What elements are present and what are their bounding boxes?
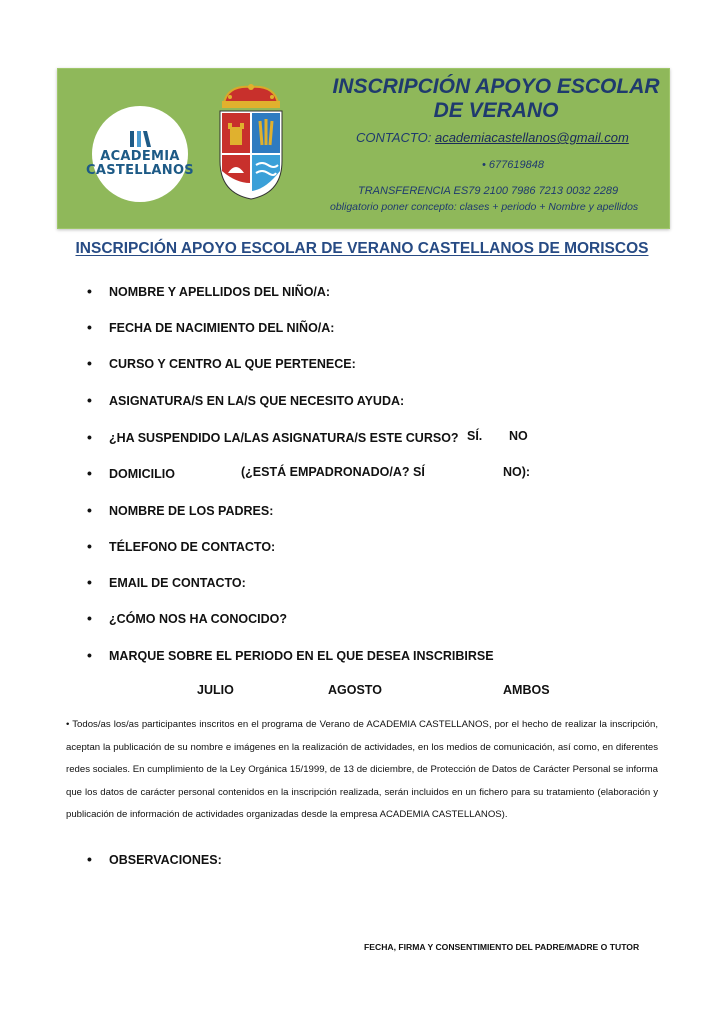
bullet: •: [87, 283, 92, 299]
bullet: •: [87, 851, 92, 867]
bullet: •: [87, 392, 92, 408]
field-nombre[interactable]: [87, 283, 330, 299]
empadronado-no-option[interactable]: NO):: [503, 465, 531, 479]
field-domicilio[interactable]: [87, 465, 175, 481]
field-periodo: [87, 647, 494, 663]
contact-label: CONTACTO:: [356, 130, 435, 145]
banner-title: INSCRIPCIÓN APOYO ESCOLAR DE VERANO: [332, 75, 660, 122]
field-label: EMAIL DE CONTACTO:: [109, 576, 246, 590]
field-telefono[interactable]: [87, 538, 275, 554]
contact-email-link[interactable]: academiacastellanos@gmail.com: [434, 130, 629, 145]
field-label: MARQUE SOBRE EL PERIODO EN EL QUE DESEA INSCRIBIRSE: [109, 649, 494, 663]
field-asignaturas[interactable]: [87, 392, 404, 408]
form-title: INSCRIPCIÓN APOYO ESCOLAR DE VERANO CASTELLANOS DE MORISCOS: [75, 240, 649, 257]
period-option-julio[interactable]: JULIO: [197, 683, 234, 697]
field-label: CURSO Y CENTRO AL QUE PERTENECE:: [109, 357, 356, 371]
bullet: •: [87, 610, 92, 626]
field-label: FECHA DE NACIMIENTO DEL NIÑO/A:: [109, 321, 335, 335]
field-label: ASIGNATURA/S EN LA/S QUE NECESITO AYUDA:: [109, 394, 405, 408]
field-label: NOMBRE Y APELLIDOS DEL NIÑO/A:: [109, 285, 331, 299]
field-label: ¿CÓMO NOS HA CONOCIDO?: [109, 612, 288, 626]
suspendido-no-option[interactable]: NO: [509, 429, 528, 443]
signature-line: FECHA, FIRMA Y CONSENTIMIENTO DEL PADRE/MADRE O TUTOR: [364, 942, 640, 952]
field-suspendido: [87, 429, 459, 445]
field-label: ¿HA SUSPENDIDO LA/LAS ASIGNATURA/S ESTE CURSO?: [109, 431, 459, 445]
bullet: •: [87, 465, 92, 481]
logo-text: ACADEMIA CASTELLANOS: [86, 148, 194, 178]
suspendido-si-option[interactable]: SÍ.: [467, 429, 483, 443]
concept-note: obligatorio poner concepto: clases + periodo + Nombre y apellidos: [330, 201, 639, 213]
field-label: DOMICILIO: [109, 467, 175, 481]
bullet: •: [87, 647, 92, 663]
bullet: •: [87, 538, 92, 554]
contact-phone: • 677619848: [482, 159, 544, 171]
academia-logo-icon: [129, 131, 151, 147]
period-option-agosto[interactable]: AGOSTO: [328, 683, 382, 697]
bullet: •: [87, 319, 92, 335]
field-como-conocido[interactable]: [87, 610, 287, 626]
bullet: •: [87, 355, 92, 371]
field-label: OBSERVACIONES:: [109, 853, 222, 867]
field-curso-centro[interactable]: [87, 355, 356, 371]
bullet: •: [87, 429, 92, 445]
bullet: •: [87, 502, 92, 518]
empadronado-si-option[interactable]: (¿ESTÁ EMPADRONADO/A? SÍ: [241, 465, 425, 479]
header-banner: [57, 68, 670, 229]
bullet: •: [87, 574, 92, 590]
field-observaciones[interactable]: [87, 851, 222, 867]
legal-notice: • Todos/as los/as participantes inscritos en el programa de Verano de ACADEMIA CASTELLANOS, por el hecho de realizar la inscripción, aceptan la publicación de su nombre e imágenes en la realización de actividades, en los medios de comunicación, así como, en diferentes redes sociales. En cumplimiento de la Ley Orgánica 15/1999, de 13 de diciembre, de Protección de Datos de Carácter Personal se informa que los datos de carácter personal contenidos en la inscripción realizada, serán incluidos en un fichero para su tratamiento (elaboración y publicación de información de actividades organizadas desde la empresa ACADEMIA CASTELLANOS).: [66, 719, 658, 821]
academia-logo: [86, 106, 194, 202]
field-fecha-nacimiento[interactable]: [87, 319, 334, 335]
field-email[interactable]: [87, 574, 246, 590]
field-padres[interactable]: [87, 502, 273, 518]
field-label: NOMBRE DE LOS PADRES:: [109, 504, 274, 518]
coat-of-arms-icon: [216, 83, 286, 203]
field-label: TÉLEFONO DE CONTACTO:: [109, 540, 276, 554]
bank-transfer: TRANSFERENCIA ES79 2100 7986 7213 0032 2289: [358, 185, 619, 197]
period-option-ambos[interactable]: AMBOS: [503, 683, 550, 697]
contact-line: [356, 130, 629, 145]
